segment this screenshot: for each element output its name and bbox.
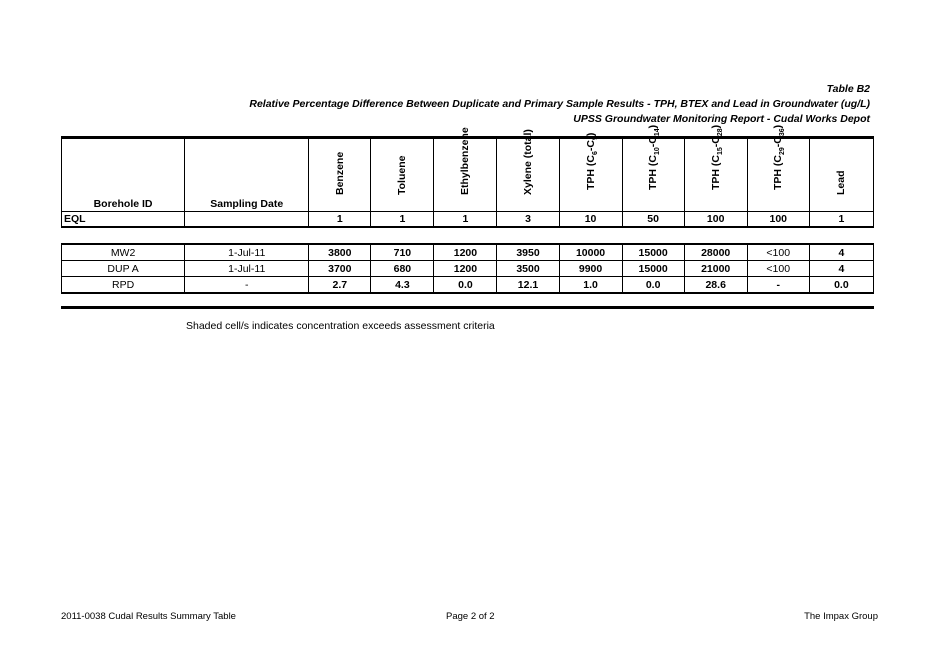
eql-value: 10	[559, 212, 622, 228]
results-table	[61, 243, 874, 294]
column-header-tph-c29-c36: TPH $(C_{29}-C_{36})$	[747, 139, 809, 212]
eql-value: 1	[371, 212, 434, 228]
borehole-id: MW2	[62, 244, 185, 261]
result-cell: 12.1	[497, 277, 559, 294]
table-row	[62, 244, 874, 261]
eql-date	[185, 212, 309, 228]
column-header-tph-c15-c28: TPH $(C_{15}-C_{28})$	[684, 139, 747, 212]
result-cell: 680	[371, 261, 434, 277]
result-cell: 1.0	[559, 277, 622, 294]
result-cell: 9900	[559, 261, 622, 277]
header-table	[61, 124, 874, 228]
result-cell: 3950	[497, 244, 559, 261]
result-cell: 4	[809, 261, 873, 277]
result-cell: 28000	[684, 244, 747, 261]
eql-value: 3	[497, 212, 559, 228]
result-cell: 4.3	[371, 277, 434, 294]
eql-value: 1	[434, 212, 497, 228]
column-header-toluene: Toluene	[371, 139, 434, 212]
sampling-date: -	[185, 277, 309, 294]
shading-note: Shaded cell/s indicates concentration exceeds assessment criteria	[186, 320, 495, 332]
table-number: Table B2	[826, 83, 870, 95]
result-cell: 15000	[622, 261, 684, 277]
result-cell: 4	[809, 244, 873, 261]
result-cell: 0.0	[622, 277, 684, 294]
eql-value: 50	[622, 212, 684, 228]
column-header-borehole-id: Borehole ID	[62, 139, 185, 212]
eql-value: 100	[684, 212, 747, 228]
bottom-rule	[61, 306, 874, 309]
sampling-date: 1-Jul-11	[185, 261, 309, 277]
borehole-id: RPD	[62, 277, 185, 294]
eql-value: 1	[309, 212, 371, 228]
column-header-benzene: Benzene	[309, 139, 371, 212]
result-cell: 28.6	[684, 277, 747, 294]
table-title: Relative Percentage Difference Between Duplicate and Primary Sample Results - TPH, BTEX and Lead in Groundwater (ug/L)	[249, 98, 870, 110]
result-cell: <100	[747, 244, 809, 261]
result-cell: 2.7	[309, 277, 371, 294]
result-cell: 3700	[309, 261, 371, 277]
borehole-id: DUP A	[62, 261, 185, 277]
column-header-tph-c6-c9: TPH $(C_6-C_9)$	[559, 139, 622, 212]
table-row	[62, 261, 874, 277]
result-cell: 710	[371, 244, 434, 261]
footer-company: The Impax Group	[804, 611, 878, 622]
result-cell: -	[747, 277, 809, 294]
eql-row	[62, 212, 874, 228]
result-cell: 0.0	[809, 277, 873, 294]
column-header-ethylbenzene: Ethylbenzene	[434, 139, 497, 212]
column-header-xylene: Xylene (total)	[497, 139, 559, 212]
footer-page-number: Page 2 of 2	[446, 611, 495, 622]
eql-value: 1	[809, 212, 873, 228]
result-cell: 1200	[434, 261, 497, 277]
sampling-date: 1-Jul-11	[185, 244, 309, 261]
result-cell: 3800	[309, 244, 371, 261]
column-header-sampling-date: Sampling Date	[185, 139, 309, 212]
result-cell: 15000	[622, 244, 684, 261]
result-cell: 3500	[497, 261, 559, 277]
column-header-tph-c10-c14: TPH $(C_{10}-C_{14})$	[622, 139, 684, 212]
eql-label: EQL	[62, 212, 185, 228]
table-row	[62, 277, 874, 294]
column-header-lead: Lead	[809, 139, 873, 212]
footer-document-name: 2011-0038 Cudal Results Summary Table	[61, 611, 236, 622]
result-cell: 1200	[434, 244, 497, 261]
result-cell: 0.0	[434, 277, 497, 294]
eql-value: 100	[747, 212, 809, 228]
report-subtitle: UPSS Groundwater Monitoring Report - Cudal Works Depot	[573, 113, 870, 125]
result-cell: 21000	[684, 261, 747, 277]
result-cell: 10000	[559, 244, 622, 261]
result-cell: <100	[747, 261, 809, 277]
